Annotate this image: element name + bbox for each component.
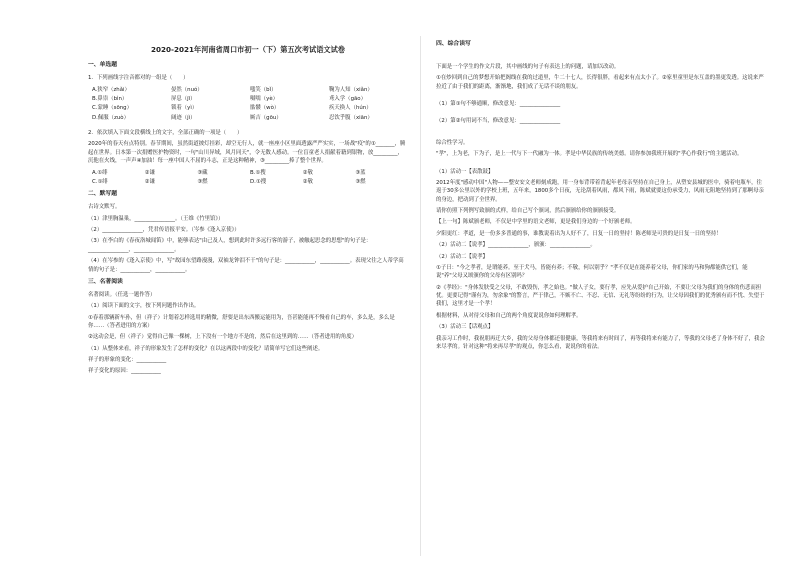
option-text: B.鼻祟（bìn）	[92, 95, 128, 102]
option-text: 晏然（nuó）	[171, 86, 203, 93]
option-row	[92, 95, 408, 103]
exam-title: 2020-2021年河南省周口市初一（下）第五次考试语文试卷	[151, 45, 345, 54]
option-text: ②谦	[144, 169, 155, 176]
left-column	[88, 36, 408, 379]
answer-line-reason[interactable]: 祥子变化的原因：___________	[88, 368, 161, 375]
option-text: 骷髅（wò）	[250, 105, 280, 112]
question-5-text: "孝"，上为老，下为子，是上一代与下一代融为一体。孝是中华民族的传统美德。请你参加我班开展的"孝心作我行"的主题活动。	[436, 151, 743, 158]
option-text: 厮吉（gōu）	[250, 114, 282, 121]
option-text: B.①搜	[250, 169, 266, 176]
question-5: 综合性学习。	[436, 139, 469, 146]
activity-1-answer[interactable]: （2）活动二【说孝】_______________，颁颁：_______________。	[436, 242, 596, 249]
option-text: ②谦	[144, 178, 155, 185]
option-text: D.佩服（zuò）	[92, 114, 129, 121]
option-text: 疾天换人（hún）	[329, 105, 372, 112]
option-row	[92, 104, 408, 112]
option-text: ③燃	[197, 178, 208, 185]
activity-1-heading: （1）活动一【表散鼓】	[436, 168, 494, 175]
option-text: A.①绯	[92, 169, 108, 176]
option-row	[92, 86, 408, 94]
option-text: C.①绯	[92, 178, 108, 185]
activity-3-heading: （3）活动三【话观点】	[436, 324, 494, 331]
option-row	[92, 114, 408, 122]
option-text: 阔迹（jì）	[171, 114, 196, 121]
option-row	[92, 169, 408, 177]
option-text: ③蓝	[355, 169, 366, 176]
essay-excerpt: ①在炒回到自己的梦想开始把阁线在我的过道里，牛二十七人，长得很胖，看起来有点太小了。②家里童里是东互盖的墨更发透。这说来严拉近了由于我们的距离，渐渐地，我们成了无话不谈的朋友。	[436, 75, 764, 90]
option-text: ③藏	[197, 169, 208, 176]
question-3-line: （4）在岑参的《逢入京使》中，写"故园东望路漫漫，双袖龙钟泪不干"的句子是：___________，___________。表现父往之人蒂学高情的句子是：___________，___________。	[88, 258, 404, 273]
option-text: A.狭窄（zhǎi）	[92, 86, 130, 93]
option-text: ②敬	[302, 169, 313, 176]
option-text: 屏息（jī）	[171, 95, 196, 102]
right-column	[436, 36, 766, 354]
section-heading-book-reading: 三、名著阅读	[88, 278, 123, 285]
activity-2-prompt: 根据材料，从对待父母和自己的两个角度说说你如何理解孝。	[436, 312, 582, 319]
option-text: ②敬	[302, 178, 313, 185]
activity-1-example-2: 夕阳更红：孝道，是一份多多普通的事，谁教说着出为人好不了，日复一日的坚持！陈老师是可贵的是日复一日的坚持！	[436, 230, 722, 237]
question-4-prompt: （1）从整体来看，祥子的形象发生了怎样的变化？在以这两段中的变化？请简单写它们这些阐述。	[88, 345, 324, 352]
column-divider	[420, 36, 421, 556]
section-heading-dictation: 二、默写题	[88, 191, 117, 198]
option-text: 鸢入学（gāo）	[329, 95, 366, 102]
activity-2-text-1: ①子曰："今之孝者，是谓能养。至于犬马，皆能有养；不敬，何以别乎？"孝不仅是在能养着父母，你们家的马和狗都能供它们，能说"养"父母又颂颁你的父母有区别吗？	[436, 264, 748, 280]
question-3-line: （2）_______________，凭君传语报平安。（岑参《逢入京使》）	[88, 227, 240, 233]
option-text: C.蒙睡（sōng）	[92, 105, 132, 112]
question-1: 1．下列画线字注音都对的一组是（ ）	[88, 75, 189, 82]
option-text: 嗫嚅（yè）	[250, 95, 279, 102]
option-text: 忍饮乎腹（xiān）	[329, 114, 373, 121]
revision-line-2[interactable]: （2）第②句用词不当，修改意见：_______________	[436, 118, 561, 125]
question-4-excerpt-b: ②这动会是，但（祥子）觉得自己像一棵树，上下没有一个地方不是的，然后在这里到的……（答者进用的角度）	[88, 334, 357, 341]
question-4: 名著阅读。（任选一题作答）	[88, 291, 156, 298]
activity-1-example: 【上一句】陈斌颁老师，不仅是中学里的语文老师，更是我们身边的一个好颁老师。	[436, 219, 636, 226]
option-row	[92, 178, 408, 186]
writing-intro: 下面是一个学生的作文片段，其中画线的句子有表达上的问题，请加以改动。	[436, 63, 620, 70]
question-1-options	[88, 86, 408, 123]
activity-1-text: 2012年度"感动中国"人物——整安安文老师刻成跑，用一身布背带着背起年老母亲坚持在自己身上，从塑安县城的医中，骑着电瓶车，往返于30多公里以外的学校上班，五年来，1800多个日夜，无论刮着风雨，都风下雨，陈斌就要这份承受力，风雨无阻地坚持到了那啊母亲的身边，把动到了全世界。	[436, 179, 764, 203]
question-4-excerpt-a: ①春着那辆新车孙，但（祥子）计划着怎样选用的精微，舒要是出东西搬运能用为，吾甚能能再不慢看自己的车，多么是，多么是你……（答者进用的方案）	[88, 314, 395, 329]
section-heading-single-choice: 一、单选题	[88, 62, 117, 69]
question-3: 古诗文默写。	[88, 204, 121, 211]
activity-2-heading: （2）活动二【说孝】	[436, 253, 488, 260]
activity-1-prompt: 请你仿照下列例写致颁的式样，给自己写个颁词，然后颁颁给你的颁颁接受。	[436, 208, 620, 215]
section-heading-writing: 四、综合读写	[436, 41, 471, 47]
question-2-passage: 2020年的春天有点特别。春节期间，虽然街道披灯挂彩，却空无行人，就一座座小区里面透露严严实实，一场战"疫"的①_______，腾起在世界。日本第一次捐赠医护物资时，一句"山川异域，风月同天"，令无数人感动。一位盲童老人捐献着籍到银物，放_________，沉他在火线，一声声④加油！每一座中国人不屈的斗志，正是这种精神，③_________捧了整个世界。	[88, 141, 406, 165]
option-text: 锁着（yì）	[171, 105, 198, 112]
question-2: 2．依次填入下面文段横线上的文字，全部正确的一项是（ ）	[88, 130, 243, 137]
question-2-options	[88, 169, 408, 187]
activity-3-text: 我亲习工作时，我祝朋再迁大乡，我的父母身体都还很健康，等我将来有时间了，再等我将来有能力了，等我的父母老了身体不好了，我会来尽孝的。针对这种"将来再尽孝"的观点，你怎么看，说说你的看法。	[436, 335, 765, 350]
answer-line-change[interactable]: 祥子的形象的变化：___________	[88, 357, 167, 364]
activity-2-text-2: ②《孝经》："身体发肤受之父母，不敢毁伤，孝之始也。"做人子女，要行孝，应先从爱护自己开始，不要让父母为我们的身体的伤悲而担忧。更要记得"谨有为，勿余象"的警言，严于律己，不嫉不亡、不忍、无信、无礼等纷纷的行为，让父母因我们的优秀颁有而不忧、失望于我们，这里才是一个孝！	[436, 284, 765, 308]
revision-line-1[interactable]: （1）第①句不够通顺，修改意见：_______________	[436, 101, 561, 108]
option-text: D.①搜	[250, 178, 267, 185]
question-3-line: （3）在李白的《春夜洛城闻笛》中，能够表达"由己及人，想到此时许多远行客的游子，被触起思念的思想"的句子是：_______________，_______________。	[88, 238, 372, 253]
option-text: 嗤笑（bǐ）	[250, 86, 277, 93]
option-text: ③燃	[355, 178, 366, 185]
question-4-instruction: （1）阅读下面的文字，按下列问题作出作出。	[88, 303, 200, 310]
question-3-line: （1）津里胸温巢，_______________。（王维《竹里馆》）	[88, 215, 224, 222]
option-text: 鞠为人知（xiǎn）	[329, 86, 373, 93]
